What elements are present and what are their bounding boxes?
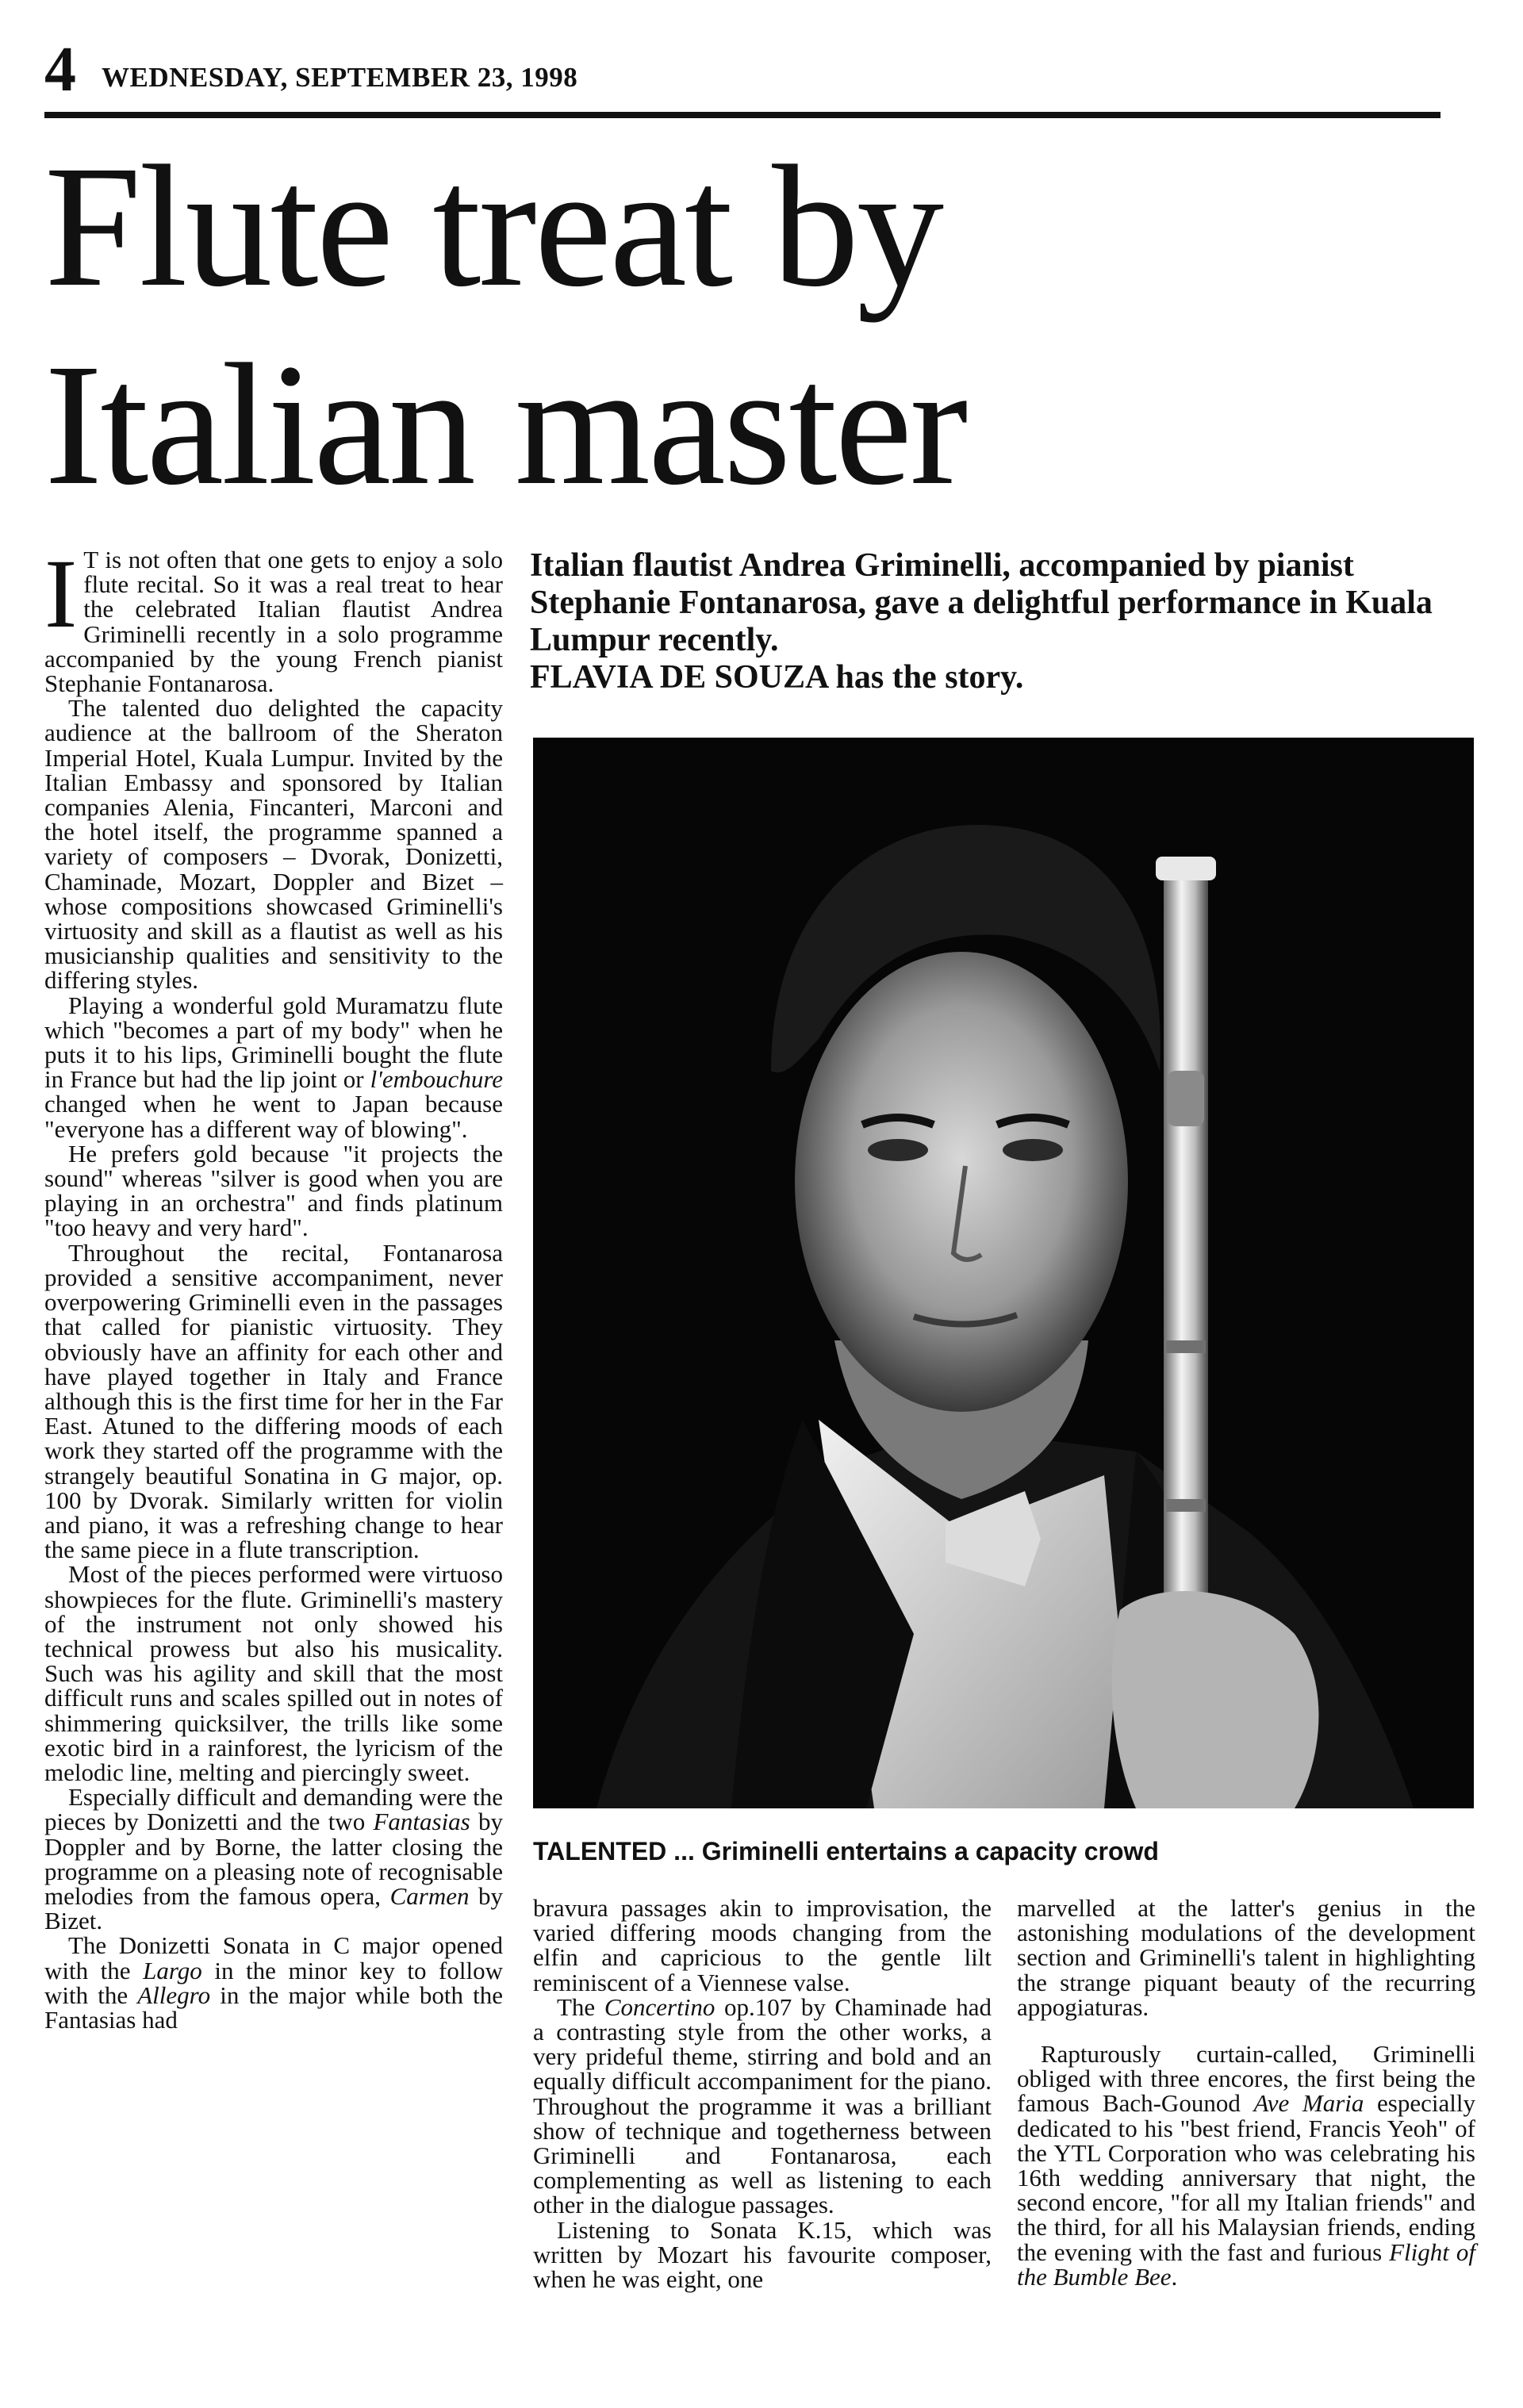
text-run: . [1171,2262,1178,2291]
italic-term: l'embouchure [370,1065,503,1094]
photo-caption: TALENTED ... Griminelli entertains a capacity crowd [533,1837,1159,1865]
text-run: Rapturously curtain-called, Griminelli obliged with three encores, the first being the famous Bach-Gounod [1017,2040,1475,2118]
paragraph: He prefers gold because "it projects the sound" whereas "silver is good when you are playing in an orchestra" and finds platinum "too heavy and very hard". [44,1139,503,1242]
paragraph: The talented duo delighted the capacity audience at the ballroom of the Sheraton Imperial Hotel, Kuala Lumpur. Invited by the Italian Embassy and sponsored by Italian companies Alenia, Fincanteri, Marconi and the hotel itself, the programme spanned a variety of composers – Dvorak, Donizetti, Chaminade, Mozart, Doppler and Bizet – whose compositions showcased Griminelli's virtuosity and skill as a flautist as well as his musicianship qualities and sensitivity to the differing styles. [44,694,503,995]
italic-term: Fantasias [373,1808,470,1836]
byline: FLAVIA DE SOUZA has the story. [530,659,1024,696]
paragraph: marvelled at the latter's genius in the astonishing modulations of the development section and Griminelli's talent in highlighting the strange piquant beauty of the recurring appogiaturas. [1017,1894,1475,2021]
standfirst-text: Italian flautist Andrea Griminelli, accompanied by pianist Stephanie Fontanarosa, gave a delightful performance in Kuala Lumpur recently. [530,547,1433,658]
paragraph: bravura passages akin to improvisation, the varied differing moods changing from the elfin and capricious to the gentle lilt reminiscent of a Viennese valse. [533,1894,992,1996]
text-run: by Bizet. [44,1881,504,1935]
text-run: The [557,1992,604,2021]
italic-term: Flight of the Bumble Bee [1017,2237,1475,2291]
paragraph [44,1785,503,1933]
text-run: changed when he went to Japan because "everyone has a different way of blowing". [44,1090,503,1143]
drop-cap: I [44,539,78,648]
paragraph: Listening to Sonata K.15, which was written by Mozart his favourite composer, when he was eight, one [533,2215,992,2294]
italic-term: Largo [143,1956,202,1984]
paragraph [533,1992,992,2219]
text-run: Playing a wonderful gold Muramatzu flute which "becomes a part of my body" when he puts it to his lips, Griminelli bought the flute in France but had the lip joint or [44,991,503,1094]
paragraph [44,993,503,1141]
italic-term: Allegro [137,1980,211,2009]
text-run: op.107 by Chaminade had a contrasting style from the other works, a very prideful theme, stirring and bold and an equally difficult accompaniment for the piano. Throughout the programme it was a brilliant show of technique and togetherness between Griminelli and Fontanarosa, each complementing as well as listening to each other in the dialogue passages. [533,1992,992,2219]
standfirst [530,547,1434,696]
italic-term: Carmen [389,1881,470,1910]
text-run: especially dedicated to his "best friend, Francis Yeoh" of the YTL Corporation who was celebrating his 16th wedding anniversary that night, the second encore, "for all my Italian friends" and the third, for all his Malaysian friends, ending the evening with the fast and furious [1017,2089,1475,2266]
article-column-1 [44,539,504,2034]
headline-line-2: Italian master [44,328,966,521]
article-column-2 [533,1894,992,2294]
lead-paragraph [44,539,503,698]
paragraph [1017,2042,1475,2289]
page-header [44,35,1441,105]
paragraph: Throughout the recital, Fontanarosa provided a sensitive accompaniment, never overpowering Griminelli even in the passages that called for pianistic virtuosity. They obviously have an affinity for each other and have played together in Italy and France although this is the first time for her in the Far East. Atuned to the differing moods of each work they started off the programme with the strangely beautiful Sonatina in G major, op. 100 by Dvorak. Similarly written for violin and piano, it was a refreshing change to hear the same piece in a flute transcription. [44,1238,503,1564]
paragraph: Most of the pieces performed were virtuoso showpieces for the flute. Griminelli's mastery of the instrument not only showed his technical prowess but also his musicality. Such was his agility and skill that the most difficult runs and scales spilled out in notes of shimmering quicksilver, the trills like some exotic bird in a rainforest, the lyricism of the melodic line, melting and piercingly sweet. [44,1560,503,1786]
paragraph [44,1933,503,2032]
photo-flautist [533,738,1474,1808]
header-rule [44,112,1441,118]
text-run: by Doppler and by Borne, the latter closing the programme on a pleasing note of recognisable melodies from the famous opera, [44,1808,503,1910]
text-run: in the minor key to follow with the [44,1956,503,2009]
dateline: WEDNESDAY, SEPTEMBER 23, 1998 [102,62,578,93]
text-run: The Donizetti Sonata in C major opened with the [44,1931,503,1984]
headline-line-1: Flute treat by [44,129,942,323]
headline [44,127,1456,523]
lead-text: T is not often that one gets to enjoy a solo flute recital. So it was a real treat to hear the celebrated Italian flautist Andrea Griminelli recently in a solo programme accompanied by the young French pianist Stephanie Fontanarosa. [44,546,503,698]
article-column-3 [1017,1896,1475,2289]
photo-illustration [533,738,1474,1808]
italic-term: Ave Maria [1253,2089,1364,2118]
italic-term: Concertino [604,1992,715,2021]
text-run: in the major while both the Fantasias had [44,1980,503,2034]
page-number: 4 [44,35,76,105]
text-run: Especially difficult and demanding were the pieces by Donizetti and the two [44,1783,503,1836]
